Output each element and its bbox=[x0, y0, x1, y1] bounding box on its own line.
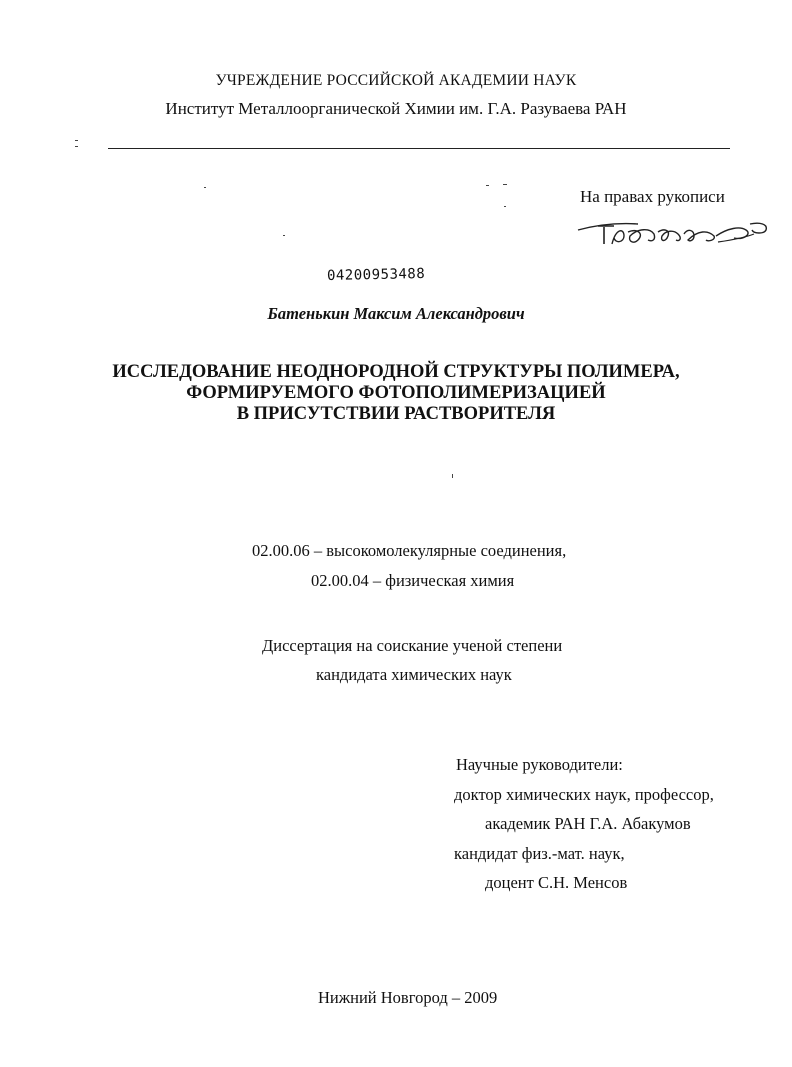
specialty-line: 02.00.06 – высокомолекулярные соединения, bbox=[252, 541, 567, 560]
title-line: ИССЛЕДОВАНИЕ НЕОДНОРОДНОЙ СТРУКТУРЫ ПОЛИМЕРА, bbox=[112, 362, 680, 382]
supervisor-line: доцент С.Н. Менсов bbox=[485, 873, 628, 892]
scan-speck bbox=[486, 185, 489, 186]
scan-speck bbox=[452, 474, 453, 478]
degree-line: кандидата химических наук bbox=[316, 665, 512, 684]
author-name: Батенькин Максим Александрович bbox=[267, 304, 525, 323]
manuscript-rights-notice: На правах рукописи bbox=[580, 187, 725, 206]
title-line: В ПРИСУТСТВИИ РАСТВОРИТЕЛЯ bbox=[236, 404, 556, 424]
city-year: Нижний Новгород – 2009 bbox=[318, 988, 498, 1007]
header-divider bbox=[108, 148, 730, 149]
specialty-line: 02.00.04 – физическая химия bbox=[311, 571, 515, 590]
scan-speck bbox=[283, 235, 285, 236]
title-line: ФОРМИРУЕМОГО ФОТОПОЛИМЕРИЗАЦИЕЙ bbox=[186, 383, 606, 403]
scan-speck bbox=[204, 187, 206, 188]
institution-name: УЧРЕЖДЕНИЕ РОССИЙСКОЙ АКАДЕМИИ НАУК bbox=[215, 72, 577, 89]
institute-name: Институт Металлоорганической Химии им. Г.А. Разуваева РАН bbox=[165, 99, 627, 118]
scan-speck bbox=[75, 146, 78, 147]
dissertation-title bbox=[0, 362, 792, 425]
registration-number: 04200953488 bbox=[326, 265, 426, 284]
supervisor-line: кандидат физ.-мат. наук, bbox=[454, 844, 625, 863]
supervisors-heading: Научные руководители: bbox=[456, 755, 623, 774]
degree-line: Диссертация на соискание ученой степени bbox=[262, 636, 563, 655]
supervisor-line: доктор химических наук, профессор, bbox=[454, 785, 714, 804]
scan-speck bbox=[504, 206, 506, 207]
signature-icon bbox=[568, 208, 778, 248]
supervisor-line: академик РАН Г.А. Абакумов bbox=[485, 814, 691, 833]
scan-speck bbox=[503, 184, 507, 185]
scan-speck bbox=[75, 140, 78, 141]
